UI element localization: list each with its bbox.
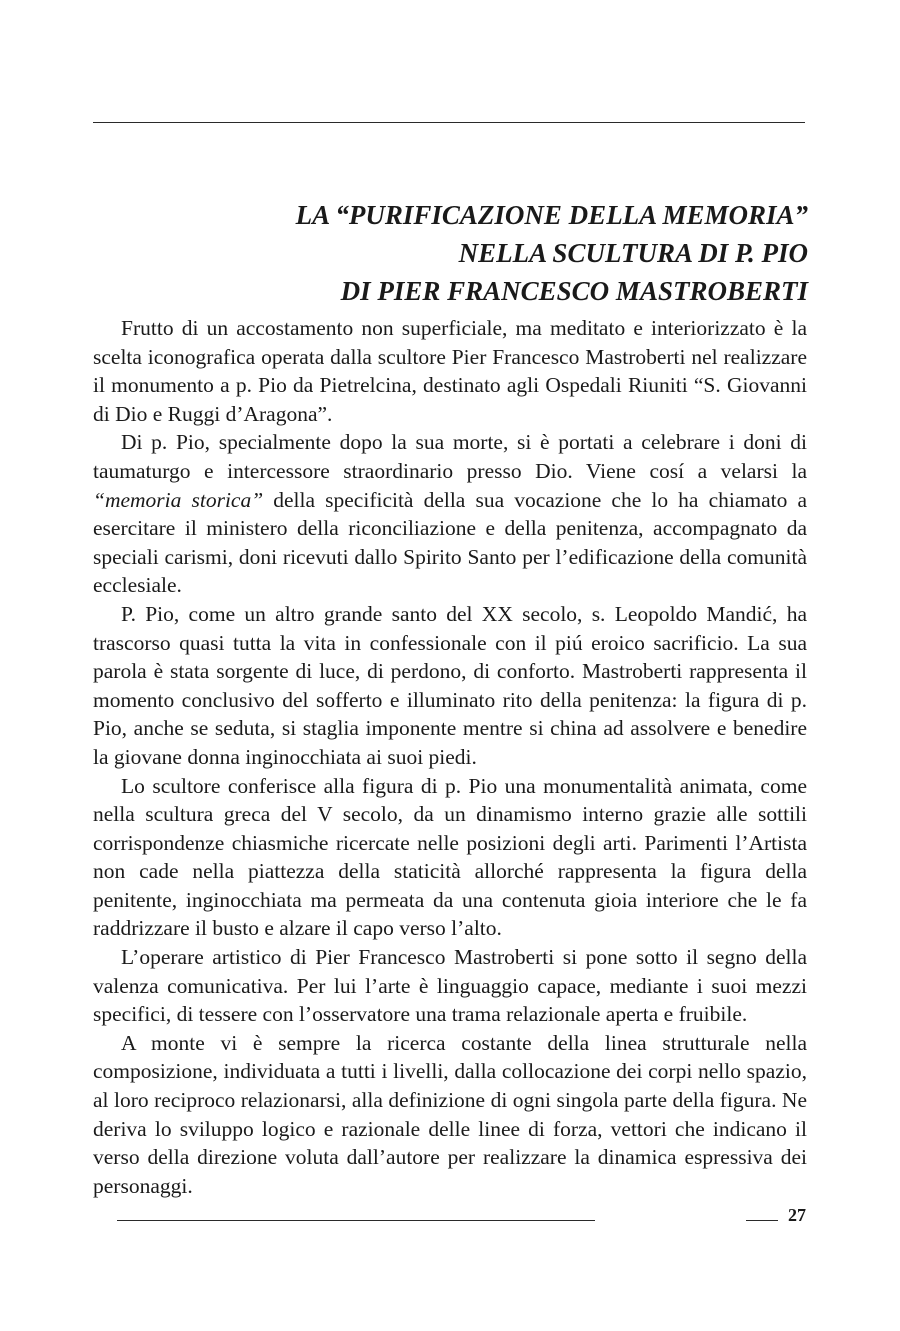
paragraph-2-text-a: Di p. Pio, specialmente dopo la sua morte, si è portati a celebrare i doni di taumaturgo e intercessore straordinario presso Dio. Viene cosí a velarsi la (93, 430, 807, 483)
article-body (93, 314, 807, 1200)
paragraph-4: Lo scultore conferisce alla figura di p. Pio una monumentalità animata, come nella scultura greca del V secolo, da un dinamismo interno grazie alle sottili corrispondenze chiasmiche ricercate nelle posizioni degli arti. Parimenti l’Artista non cade nella piattezza della staticità allorché rappresenta la figura della penitente, inginocchiata ma permeata da una contenuta gioia interiore che le fa raddrizzare il busto e alzare il capo verso l’alto. (93, 773, 807, 941)
paragraph-2 (93, 428, 807, 600)
paragraph-1: Frutto di un accostamento non superficiale, ma meditato e interiorizzato è la scelta iconografica operata dalla scultore Pier Francesco Mastroberti nel realizzare il monumento a p. Pio da Pietrelcina, destinato agli Ospedali Riuniti “S. Giovanni di Dio e Ruggi d’Aragona”. (93, 316, 807, 426)
top-rule (93, 122, 805, 123)
paragraph-2-emphasis: “memoria storica” (93, 487, 264, 512)
title-line-3: DI PIER FRANCESCO MASTROBERTI (340, 276, 808, 306)
paragraph-3: P. Pio, come un altro grande santo del XX secolo, s. Leopoldo Mandić, ha trascorso quasi tutta la vita in confessionale con il piú eroico sacrificio. La sua parola è stata sorgente di luce, di perdono, di conforto. Mastroberti rappresenta il momento conclusivo del sofferto e illuminato rito della penitenza: la figura di p. Pio, anche se seduta, si staglia imponente mentre si china ad assolvere e benedire la giovane donna inginocchiata ai suoi piedi. (93, 601, 807, 769)
page-number: 27 (788, 1205, 806, 1225)
footer-rule-left (117, 1220, 595, 1221)
footer-rule-right (746, 1220, 778, 1221)
paragraph-5: L’operare artistico di Pier Francesco Mastroberti si pone sotto il segno della valenza comunicativa. Per lui l’arte è linguaggio capace, mediante i suoi mezzi specifici, di tessere con l’osservatore una trama relazionale aperta e fruibile. (93, 945, 807, 1027)
paragraph-2-text-b: della specificità della sua vocazione che lo ha chiamato a esercitare il ministero della riconciliazione e della penitenza, accompagnato da speciali carismi, doni ricevuti dallo Spirito Santo per l’edificazione della comunità ecclesiale. (93, 487, 807, 598)
article-title (120, 196, 808, 310)
title-line-1: LA “PURIFICAZIONE DELLA MEMORIA” (295, 200, 808, 230)
paragraph-6: A monte vi è sempre la ricerca costante della linea strutturale nella composizione, individuata a tutti i livelli, dalla collocazione dei corpi nello spazio, al loro reciproco relazionarsi, alla definizione di ogni singola parte della figura. Ne deriva lo sviluppo logico e razionale delle linee di forza, vettori che indicano il verso della direzione voluta dall’autore per realizzare la dinamica espressiva dei personaggi. (93, 1030, 807, 1198)
title-line-2: NELLA SCULTURA DI P. PIO (458, 238, 808, 268)
